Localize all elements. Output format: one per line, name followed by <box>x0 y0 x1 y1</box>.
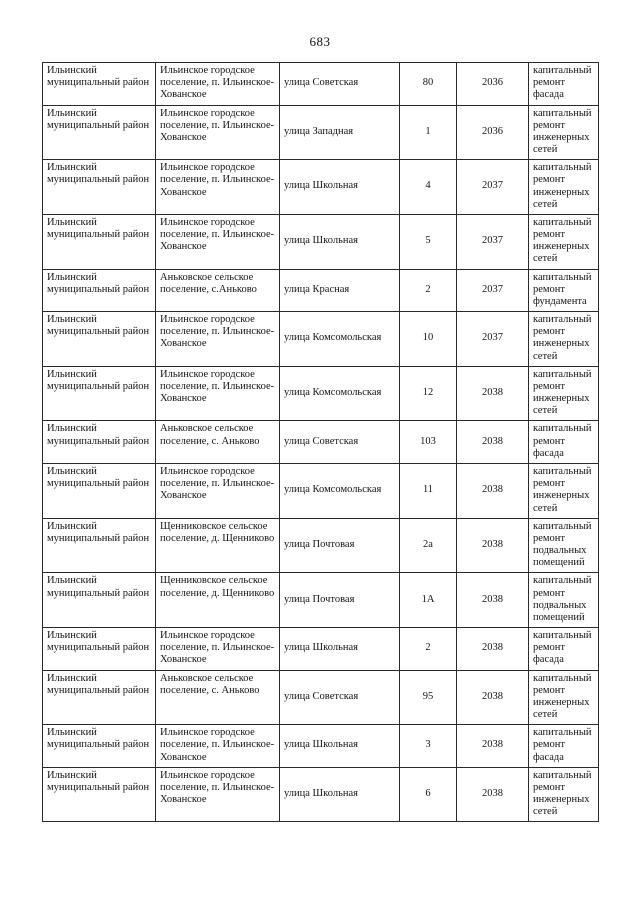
work-type-cell: капитальный ремонт инженерных сетей <box>529 105 599 160</box>
street-cell: улица Школьная <box>280 160 400 215</box>
settlement-cell: Ильинское городское поселение, п. Ильинское-Хованское <box>156 366 280 421</box>
district-cell: Ильинский муниципальный район <box>43 463 156 518</box>
year-cell: 2038 <box>457 670 529 725</box>
table-row <box>43 463 599 518</box>
district-cell: Ильинский муниципальный район <box>43 767 156 822</box>
settlement-cell: Ильинское городское поселение, п. Ильинское-Хованское <box>156 160 280 215</box>
work-type-cell: капитальный ремонт подвальных помещений <box>529 518 599 573</box>
street-cell: улица Советская <box>280 63 400 106</box>
settlement-cell: Щенниковское сельское поселение, д. Щенниково <box>156 573 280 628</box>
table-body <box>43 63 599 822</box>
work-type-cell: капитальный ремонт инженерных сетей <box>529 160 599 215</box>
work-type-cell: капитальный ремонт фасада <box>529 421 599 464</box>
table-row <box>43 160 599 215</box>
year-cell: 2038 <box>457 421 529 464</box>
year-cell: 2036 <box>457 105 529 160</box>
district-cell: Ильинский муниципальный район <box>43 366 156 421</box>
work-type-cell: капитальный ремонт инженерных сетей <box>529 767 599 822</box>
settlement-cell: Ильинское городское поселение, п. Ильинское-Хованское <box>156 628 280 671</box>
capital-repairs-table <box>42 62 599 822</box>
year-cell: 2037 <box>457 214 529 269</box>
district-cell: Ильинский муниципальный район <box>43 518 156 573</box>
table-row <box>43 573 599 628</box>
street-cell: улица Комсомольская <box>280 463 400 518</box>
settlement-cell: Аньковское сельское поселение, с. Аньково <box>156 670 280 725</box>
settlement-cell: Ильинское городское поселение, п. Ильинское-Хованское <box>156 312 280 367</box>
house-number-cell: 6 <box>400 767 457 822</box>
year-cell: 2037 <box>457 312 529 367</box>
district-cell: Ильинский муниципальный район <box>43 269 156 312</box>
table-row <box>43 214 599 269</box>
table-row <box>43 312 599 367</box>
house-number-cell: 2 <box>400 269 457 312</box>
work-type-cell: капитальный ремонт инженерных сетей <box>529 366 599 421</box>
settlement-cell: Аньковское сельское поселение, с.Аньково <box>156 269 280 312</box>
district-cell: Ильинский муниципальный район <box>43 214 156 269</box>
house-number-cell: 1А <box>400 573 457 628</box>
year-cell: 2038 <box>457 725 529 768</box>
street-cell: улица Школьная <box>280 628 400 671</box>
house-number-cell: 3 <box>400 725 457 768</box>
street-cell: улица Комсомольская <box>280 312 400 367</box>
table-row <box>43 269 599 312</box>
work-type-cell: капитальный ремонт инженерных сетей <box>529 463 599 518</box>
table-row <box>43 421 599 464</box>
street-cell: улица Школьная <box>280 767 400 822</box>
street-cell: улица Комсомольская <box>280 366 400 421</box>
district-cell: Ильинский муниципальный район <box>43 160 156 215</box>
district-cell: Ильинский муниципальный район <box>43 628 156 671</box>
district-cell: Ильинский муниципальный район <box>43 725 156 768</box>
table-row <box>43 63 599 106</box>
district-cell: Ильинский муниципальный район <box>43 105 156 160</box>
house-number-cell: 2 <box>400 628 457 671</box>
settlement-cell: Ильинское городское поселение, п. Ильинское-Хованское <box>156 463 280 518</box>
settlement-cell: Щенниковское сельское поселение, д. Щенниково <box>156 518 280 573</box>
year-cell: 2038 <box>457 767 529 822</box>
house-number-cell: 10 <box>400 312 457 367</box>
work-type-cell: капитальный ремонт подвальных помещений <box>529 573 599 628</box>
table-row <box>43 105 599 160</box>
house-number-cell: 11 <box>400 463 457 518</box>
street-cell: улица Красная <box>280 269 400 312</box>
street-cell: улица Школьная <box>280 725 400 768</box>
year-cell: 2038 <box>457 628 529 671</box>
house-number-cell: 12 <box>400 366 457 421</box>
settlement-cell: Ильинское городское поселение, п. Ильинское-Хованское <box>156 767 280 822</box>
house-number-cell: 80 <box>400 63 457 106</box>
work-type-cell: капитальный ремонт инженерных сетей <box>529 214 599 269</box>
settlement-cell: Ильинское городское поселение, п. Ильинское-Хованское <box>156 214 280 269</box>
table-row <box>43 725 599 768</box>
work-type-cell: капитальный ремонт инженерных сетей <box>529 312 599 367</box>
settlement-cell: Ильинское городское поселение, п. Ильинское-Хованское <box>156 63 280 106</box>
street-cell: улица Западная <box>280 105 400 160</box>
year-cell: 2038 <box>457 366 529 421</box>
year-cell: 2037 <box>457 160 529 215</box>
house-number-cell: 1 <box>400 105 457 160</box>
year-cell: 2038 <box>457 573 529 628</box>
house-number-cell: 5 <box>400 214 457 269</box>
house-number-cell: 95 <box>400 670 457 725</box>
house-number-cell: 103 <box>400 421 457 464</box>
house-number-cell: 2а <box>400 518 457 573</box>
house-number-cell: 4 <box>400 160 457 215</box>
street-cell: улица Советская <box>280 421 400 464</box>
page-number: 683 <box>309 34 331 49</box>
table-row <box>43 670 599 725</box>
year-cell: 2037 <box>457 269 529 312</box>
district-cell: Ильинский муниципальный район <box>43 312 156 367</box>
work-type-cell: капитальный ремонт фасада <box>529 63 599 106</box>
street-cell: улица Советская <box>280 670 400 725</box>
street-cell: улица Почтовая <box>280 573 400 628</box>
table-row <box>43 767 599 822</box>
table-row <box>43 628 599 671</box>
district-cell: Ильинский муниципальный район <box>43 670 156 725</box>
work-type-cell: капитальный ремонт фасада <box>529 725 599 768</box>
year-cell: 2038 <box>457 463 529 518</box>
table-row <box>43 366 599 421</box>
year-cell: 2038 <box>457 518 529 573</box>
district-cell: Ильинский муниципальный район <box>43 573 156 628</box>
year-cell: 2036 <box>457 63 529 106</box>
settlement-cell: Аньковское сельское поселение, с. Аньково <box>156 421 280 464</box>
work-type-cell: капитальный ремонт инженерных сетей <box>529 670 599 725</box>
work-type-cell: капитальный ремонт фасада <box>529 628 599 671</box>
table-row <box>43 518 599 573</box>
street-cell: улица Почтовая <box>280 518 400 573</box>
street-cell: улица Школьная <box>280 214 400 269</box>
settlement-cell: Ильинское городское поселение, п. Ильинское-Хованское <box>156 725 280 768</box>
district-cell: Ильинский муниципальный район <box>43 421 156 464</box>
district-cell: Ильинский муниципальный район <box>43 63 156 106</box>
settlement-cell: Ильинское городское поселение, п. Ильинское-Хованское <box>156 105 280 160</box>
work-type-cell: капитальный ремонт фундамента <box>529 269 599 312</box>
